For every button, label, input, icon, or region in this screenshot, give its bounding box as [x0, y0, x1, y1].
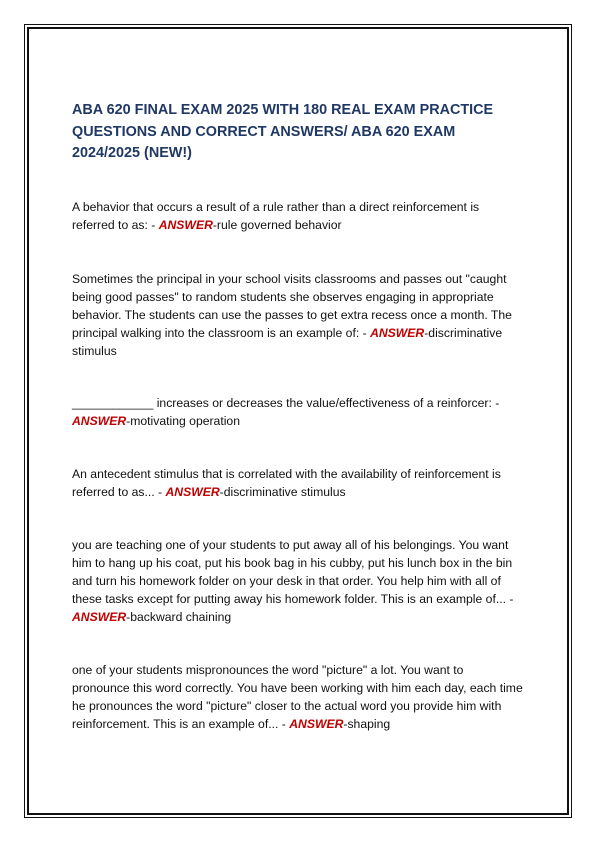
answer-text: -shaping: [343, 716, 391, 731]
answer-label: ANSWER: [72, 413, 127, 428]
question-text: you are teaching one of your students to put away all of his belongings. You want him to hang up his coat, put his book bag in his cubby, put his lunch box in the bin and turn his homework folder on your desk in that order. You help him with all of these tasks except for putting away his homework folder. This is an example of... -: [72, 537, 514, 606]
answer-label: ANSWER: [158, 217, 213, 232]
document-title: ABA 620 FINAL EXAM 2025 WITH 180 REAL EXAM PRACTICE QUESTIONS AND CORRECT ANSWERS/ ABA 620 EXAM 2024/2025 (NEW!): [72, 102, 494, 161]
qa-item-6: [72, 661, 524, 733]
qa-item-5: [72, 536, 524, 626]
answer-text: -backward chaining: [126, 609, 232, 624]
qa-item-1: [72, 198, 524, 234]
answer-text: -discriminative stimulus: [219, 484, 346, 499]
question-text: An antecedent stimulus that is correlated with the availability of reinforcement is referred to as... -: [72, 466, 501, 499]
question-text: A behavior that occurs a result of a rule rather than a direct reinforcement is referred to as: -: [72, 199, 480, 232]
qa-item-3: [72, 394, 524, 430]
answer-label: ANSWER: [289, 716, 344, 731]
question-text: ____________ increases or decreases the value/effectiveness of a reinforcer: -: [72, 395, 500, 410]
answer-label: ANSWER: [370, 325, 425, 340]
answer-label: ANSWER: [165, 484, 220, 499]
qa-item-4: [72, 465, 524, 501]
document-body: [72, 100, 524, 733]
qa-item-2: [72, 270, 524, 360]
answer-text: -rule governed behavior: [212, 217, 342, 232]
question-text: one of your students mispronounces the word "picture" a lot. You want to pronounce this word correctly. You have been working with him each day, each time he pronounces the word "picture" closer to the actual word you provide him with reinforcement. This is an example of... -: [72, 662, 523, 731]
answer-text: -motivating operation: [126, 413, 240, 428]
answer-label: ANSWER: [72, 609, 127, 624]
answer-text: -discriminative stimulus: [72, 325, 503, 358]
question-text: Sometimes the principal in your school visits classrooms and passes out "caught being good passes" to random students she observes engaging in appropriate behavior. The students can use the passes to get extra recess once a month. The principal walking into the classroom is an example of: -: [72, 271, 512, 340]
